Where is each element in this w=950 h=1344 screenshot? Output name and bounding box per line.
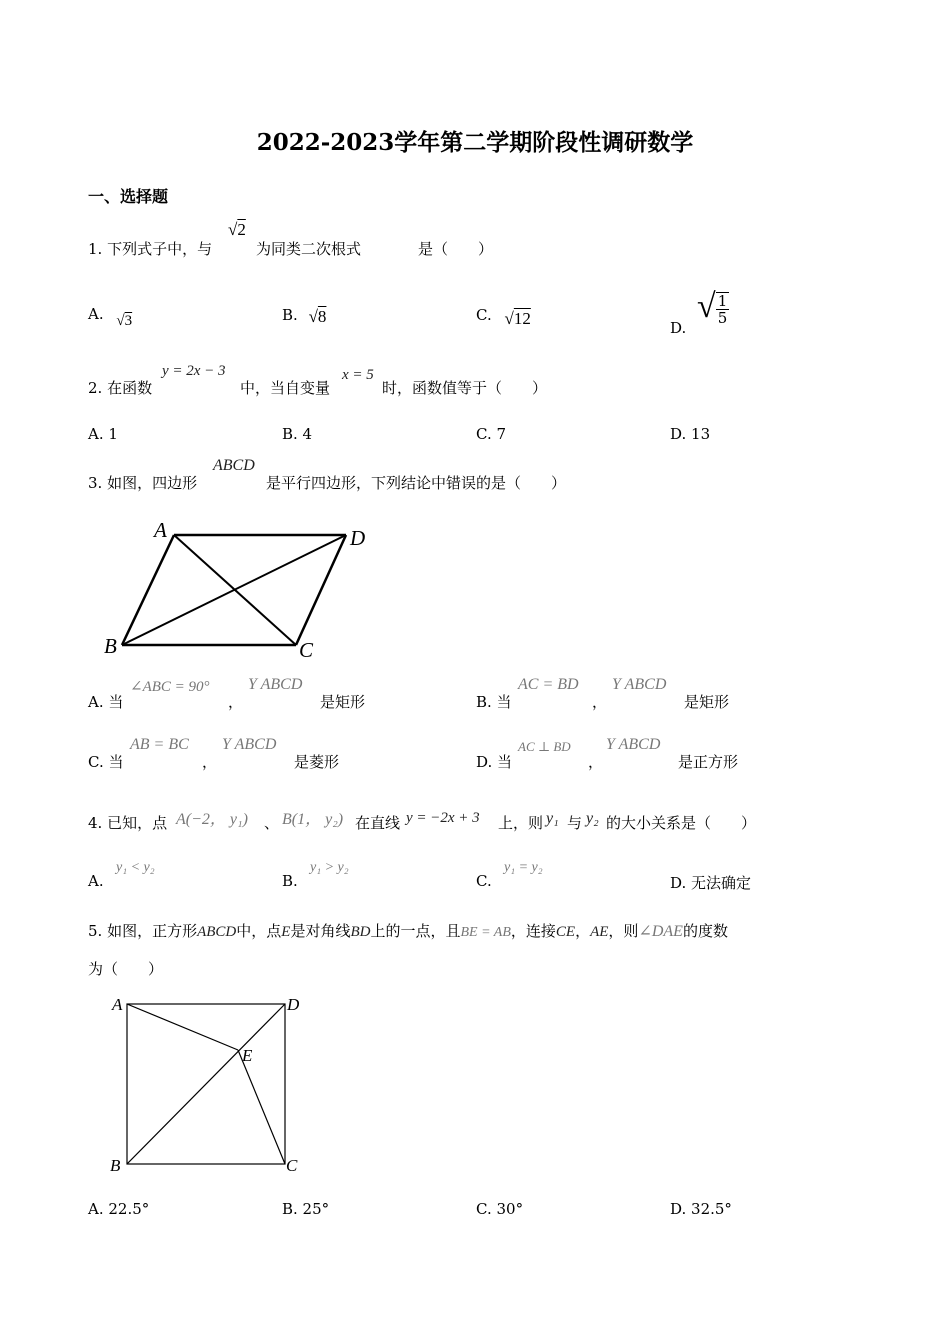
q1-option-d bbox=[670, 282, 729, 337]
q1-option-a-label: A. bbox=[88, 305, 104, 323]
q3-option-a-cond: ∠ABC = 90° bbox=[130, 679, 210, 695]
q3-option-d-shape: Y ABCD bbox=[606, 736, 661, 753]
q4-stem-b: 在直线 bbox=[355, 814, 401, 832]
q3-label-b: B bbox=[104, 634, 117, 658]
question-1-stem bbox=[88, 238, 212, 259]
q3-parallelogram-figure bbox=[96, 515, 386, 665]
q3-label-c: C bbox=[299, 638, 314, 662]
q4-line-equation: y = −2x + 3 bbox=[406, 810, 480, 826]
q1-option-a-sqrt: √3 bbox=[116, 313, 133, 329]
q4-option-d: D. 无法确定 bbox=[670, 874, 752, 892]
q3-option-c-label: C. 当 bbox=[88, 753, 124, 771]
q3-option-c-shape: Y ABCD bbox=[222, 736, 277, 753]
q3-option-a-comma: ， bbox=[228, 693, 244, 711]
q3-option-c-comma: ， bbox=[202, 753, 218, 771]
q4-stem-d: 与 bbox=[567, 814, 583, 832]
page-title: 2022-2023学年第二学期阶段性调研数学 bbox=[256, 129, 694, 156]
q3-diagonal-bd bbox=[122, 535, 346, 645]
q3-option-d-cond: AC ⊥ BD bbox=[518, 739, 571, 754]
q3-option-b-result: 是矩形 bbox=[684, 693, 730, 711]
q5-stem-e: ，连接 bbox=[510, 922, 556, 940]
q4-y1: y₁ bbox=[546, 810, 559, 827]
q3-option-a-label: A. 当 bbox=[88, 693, 124, 711]
q1-stem-end: 是（ ） bbox=[418, 240, 494, 258]
q3-label-a: A bbox=[154, 518, 167, 542]
q3-option-a-result: 是矩形 bbox=[320, 693, 366, 711]
q3-quad: ABCD bbox=[213, 457, 255, 474]
q1-sqrt-2: √2 bbox=[228, 220, 246, 239]
q5-label-b: B bbox=[110, 1156, 121, 1175]
q5-stem-f: ，则 bbox=[608, 922, 639, 940]
q5-option-b: B. 25° bbox=[282, 1200, 330, 1218]
q3-label-d: D bbox=[350, 526, 366, 550]
q4-stem-a: 4. 已知，点 bbox=[88, 814, 168, 832]
q1-option-d-label: D. bbox=[670, 319, 687, 337]
q3-option-b-shape: Y ABCD bbox=[612, 676, 667, 693]
q4-separator: 、 bbox=[264, 814, 280, 832]
q1-option-c-radicand: 12 bbox=[513, 309, 531, 328]
q5-angle: ∠DAE bbox=[638, 923, 683, 940]
q1-option-b-sqrt: √8 bbox=[308, 307, 327, 326]
q1-option-d-sqrt-sign: √ bbox=[697, 288, 716, 325]
q3-edge-ab bbox=[122, 535, 174, 645]
q5-option-a: A. 22.5° bbox=[88, 1200, 150, 1218]
q5-segment-ae-line bbox=[127, 1004, 238, 1050]
q2-stem-b: 中，当自变量 bbox=[240, 379, 331, 397]
q1-radicand: 2 bbox=[237, 220, 246, 239]
q5-stem-a: 5. 如图，正方形 bbox=[88, 922, 198, 940]
q3-option-b-comma: ， bbox=[592, 693, 608, 711]
q5-label-d: D bbox=[287, 995, 300, 1014]
q5-condition: BE = AB bbox=[460, 925, 511, 940]
q5-stem-d: 上的一点，且 bbox=[370, 922, 461, 940]
q3-stem-a: 3. 如图，四边形 bbox=[88, 474, 198, 492]
q5-label-e: E bbox=[242, 1046, 253, 1065]
q1-option-a-radicand: 3 bbox=[124, 313, 133, 329]
q3-option-b-label: B. 当 bbox=[476, 693, 512, 711]
q5-diagonal: BD bbox=[350, 924, 371, 940]
q3-option-d-comma: ， bbox=[588, 753, 604, 771]
q1-option-c-label: C. bbox=[476, 306, 492, 324]
q1-option-a bbox=[88, 305, 133, 329]
q4-stem-c: 上，则 bbox=[498, 814, 544, 832]
q4-y2: y₂ bbox=[586, 810, 599, 827]
q3-option-a-shape: Y ABCD bbox=[248, 676, 303, 693]
q1-option-b-label: B. bbox=[282, 306, 298, 324]
q5-stem-c: 是对角线 bbox=[290, 922, 351, 940]
q5-label-a: A bbox=[112, 995, 123, 1014]
q1-option-b bbox=[282, 305, 326, 325]
q4-option-c-label: C. bbox=[476, 872, 492, 890]
q2-option-b: B. 4 bbox=[282, 425, 313, 443]
q2-stem-c: 时，函数值等于（ ） bbox=[382, 379, 548, 397]
q5-stem-line2: 为（ ） bbox=[88, 960, 164, 978]
q5-segment-ce: CE bbox=[555, 924, 576, 940]
q5-segment-ae: AE bbox=[590, 924, 609, 940]
q4-point-b: B(1， y₂) bbox=[282, 811, 344, 828]
q5-square: ABCD bbox=[197, 924, 237, 940]
q5-square-figure bbox=[100, 990, 320, 1180]
q3-option-d-result: 是正方形 bbox=[678, 753, 739, 771]
q5-diagonal-bd bbox=[127, 1004, 285, 1164]
q2-x-value: x = 5 bbox=[342, 367, 374, 383]
q1-option-b-radicand: 8 bbox=[317, 307, 327, 326]
q5-option-d: D. 32.5° bbox=[670, 1200, 732, 1218]
q1-option-d-numerator: 1 bbox=[717, 292, 728, 310]
q1-option-d-denominator: 5 bbox=[717, 309, 728, 327]
q1-stem-part: 1. 下列式子中，与 bbox=[88, 240, 213, 258]
q5-point-e: E bbox=[281, 924, 291, 940]
q2-function: y = 2x − 3 bbox=[162, 363, 226, 379]
q1-stem-mid: 为同类二次根式 bbox=[256, 240, 362, 258]
q3-option-c-result: 是菱形 bbox=[294, 753, 340, 771]
q5-stem-b: 中，点 bbox=[236, 922, 282, 940]
q2-stem-a: 2. 在函数 bbox=[88, 379, 153, 397]
q3-option-d-label: D. 当 bbox=[476, 753, 513, 771]
q4-option-a-expr: y₁ < y₂ bbox=[116, 860, 155, 875]
q3-edge-dc bbox=[296, 535, 346, 645]
q2-option-a: A. 1 bbox=[88, 425, 118, 443]
q1-option-c bbox=[476, 305, 531, 328]
q5-label-c: C bbox=[286, 1156, 298, 1175]
q4-stem-e: 的大小关系是（ ） bbox=[606, 814, 757, 832]
q3-stem-b: 是平行四边形，下列结论中错误的是（ ） bbox=[266, 474, 567, 492]
q1-option-d-fraction bbox=[716, 292, 730, 326]
q4-option-b-label: B. bbox=[282, 872, 298, 890]
q5-stem-line1 bbox=[88, 920, 728, 941]
q5-stem-g: 的度数 bbox=[682, 922, 728, 940]
q4-option-b-expr: y₁ > y₂ bbox=[310, 860, 349, 875]
q3-option-c-cond: AB = BC bbox=[130, 736, 189, 753]
section-heading: 一、选择题 bbox=[88, 187, 169, 206]
q5-option-c: C. 30° bbox=[476, 1200, 524, 1218]
q5-segment-ce-line bbox=[238, 1050, 285, 1164]
q4-option-a-label: A. bbox=[88, 872, 104, 890]
q4-point-a: A(−2， y₁) bbox=[176, 811, 248, 828]
q3-option-b-cond: AC = BD bbox=[518, 676, 579, 693]
q1-option-c-sqrt: √12 bbox=[504, 309, 531, 328]
q2-option-c: C. 7 bbox=[476, 425, 507, 443]
q4-option-c-expr: y₁ = y₂ bbox=[504, 860, 543, 875]
q2-option-d: D. 13 bbox=[670, 425, 711, 443]
q5-comma: ， bbox=[575, 922, 591, 940]
